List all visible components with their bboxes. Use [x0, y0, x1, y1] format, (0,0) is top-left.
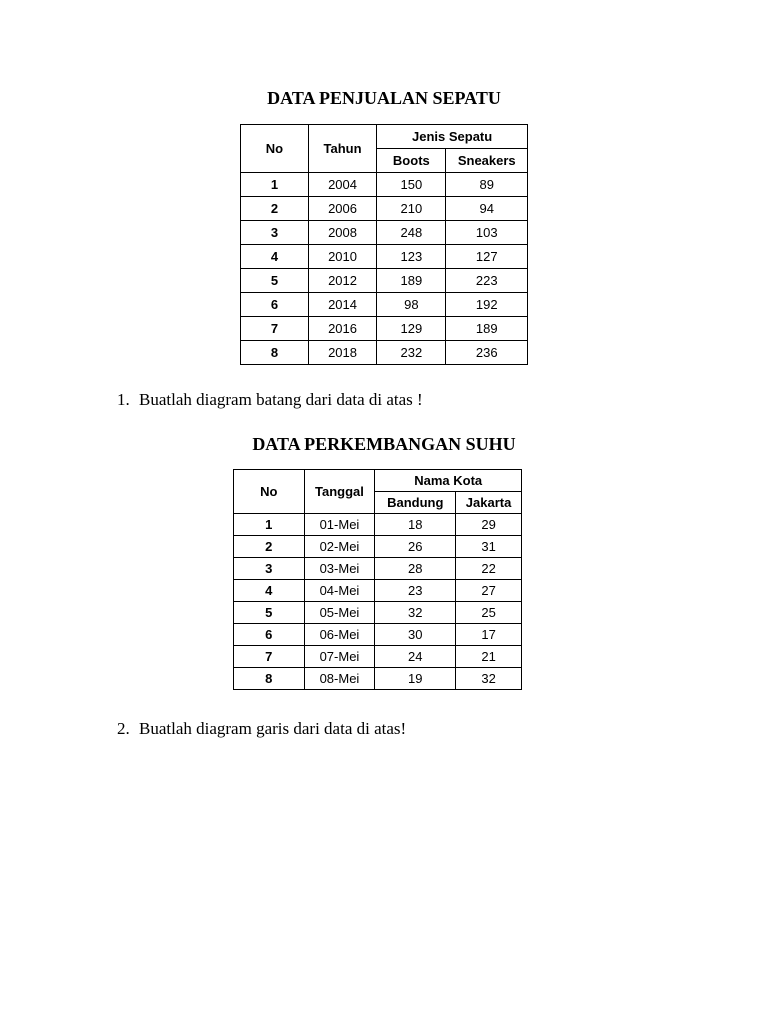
cell-sneakers: 189	[446, 317, 528, 341]
table-row	[241, 341, 528, 365]
cell-date: 01-Mei	[304, 514, 375, 536]
cell-bandung: 19	[375, 668, 456, 690]
cell-date: 02-Mei	[304, 536, 375, 558]
header-boots: Boots	[377, 149, 446, 173]
header-no: No	[241, 125, 309, 173]
table-row	[234, 646, 522, 668]
cell-boots: 98	[377, 293, 446, 317]
cell-no: 6	[234, 624, 305, 646]
cell-no: 3	[241, 221, 309, 245]
cell-no: 8	[234, 668, 305, 690]
cell-sneakers: 192	[446, 293, 528, 317]
table-row	[234, 624, 522, 646]
question-1-text: Buatlah diagram batang dari data di atas !	[139, 390, 423, 409]
cell-boots: 150	[377, 173, 446, 197]
temperature-table-title: DATA PERKEMBANGAN SUHU	[252, 434, 516, 454]
cell-bandung: 30	[375, 624, 456, 646]
temperature-table-body	[234, 514, 522, 690]
cell-boots: 189	[377, 269, 446, 293]
cell-no: 8	[241, 341, 309, 365]
header-bandung: Bandung	[375, 492, 456, 514]
cell-jakarta: 29	[456, 514, 522, 536]
cell-no: 4	[234, 580, 305, 602]
table-row	[234, 536, 522, 558]
cell-no: 7	[234, 646, 305, 668]
cell-bandung: 26	[375, 536, 456, 558]
cell-boots: 210	[377, 197, 446, 221]
sales-table-title: DATA PENJUALAN SEPATU	[267, 88, 501, 108]
cell-year: 2008	[308, 221, 376, 245]
table-row	[234, 668, 522, 690]
table-row	[241, 293, 528, 317]
cell-jakarta: 31	[456, 536, 522, 558]
cell-sneakers: 94	[446, 197, 528, 221]
cell-no: 2	[234, 536, 305, 558]
cell-boots: 123	[377, 245, 446, 269]
header-year: Tahun	[308, 125, 376, 173]
cell-sneakers: 103	[446, 221, 528, 245]
header-shoe-type: Jenis Sepatu	[377, 125, 528, 149]
question-1-number: 1.	[117, 390, 130, 409]
cell-date: 03-Mei	[304, 558, 375, 580]
table-row	[234, 602, 522, 624]
cell-year: 2010	[308, 245, 376, 269]
cell-sneakers: 236	[446, 341, 528, 365]
table-row	[241, 173, 528, 197]
cell-year: 2004	[308, 173, 376, 197]
cell-jakarta: 21	[456, 646, 522, 668]
cell-boots: 129	[377, 317, 446, 341]
question-2	[117, 719, 406, 739]
cell-jakarta: 25	[456, 602, 522, 624]
cell-date: 08-Mei	[304, 668, 375, 690]
cell-bandung: 24	[375, 646, 456, 668]
table-row	[234, 580, 522, 602]
temperature-table	[233, 469, 522, 690]
header-date: Tanggal	[304, 470, 375, 514]
cell-year: 2016	[308, 317, 376, 341]
cell-no: 4	[241, 245, 309, 269]
question-2-number: 2.	[117, 719, 130, 738]
cell-no: 2	[241, 197, 309, 221]
header-city-name: Nama Kota	[375, 470, 522, 492]
cell-bandung: 23	[375, 580, 456, 602]
cell-date: 04-Mei	[304, 580, 375, 602]
cell-no: 3	[234, 558, 305, 580]
cell-sneakers: 127	[446, 245, 528, 269]
table-row	[241, 317, 528, 341]
question-1	[117, 390, 423, 410]
cell-jakarta: 32	[456, 668, 522, 690]
cell-boots: 232	[377, 341, 446, 365]
cell-jakarta: 22	[456, 558, 522, 580]
cell-jakarta: 27	[456, 580, 522, 602]
cell-date: 07-Mei	[304, 646, 375, 668]
sales-table	[240, 124, 528, 365]
cell-date: 05-Mei	[304, 602, 375, 624]
cell-no: 7	[241, 317, 309, 341]
cell-boots: 248	[377, 221, 446, 245]
sales-table-body	[241, 173, 528, 365]
table-row	[241, 269, 528, 293]
table-row	[241, 221, 528, 245]
cell-year: 2006	[308, 197, 376, 221]
cell-no: 6	[241, 293, 309, 317]
table-row	[241, 197, 528, 221]
cell-jakarta: 17	[456, 624, 522, 646]
cell-year: 2014	[308, 293, 376, 317]
table-row	[234, 514, 522, 536]
cell-no: 1	[234, 514, 305, 536]
cell-year: 2012	[308, 269, 376, 293]
cell-year: 2018	[308, 341, 376, 365]
cell-bandung: 32	[375, 602, 456, 624]
header-no: No	[234, 470, 305, 514]
cell-no: 1	[241, 173, 309, 197]
cell-sneakers: 223	[446, 269, 528, 293]
cell-no: 5	[234, 602, 305, 624]
table-row	[234, 558, 522, 580]
cell-no: 5	[241, 269, 309, 293]
question-2-text: Buatlah diagram garis dari data di atas!	[139, 719, 407, 738]
header-sneakers: Sneakers	[446, 149, 528, 173]
cell-bandung: 28	[375, 558, 456, 580]
cell-date: 06-Mei	[304, 624, 375, 646]
table-row	[241, 245, 528, 269]
cell-sneakers: 89	[446, 173, 528, 197]
header-jakarta: Jakarta	[456, 492, 522, 514]
cell-bandung: 18	[375, 514, 456, 536]
